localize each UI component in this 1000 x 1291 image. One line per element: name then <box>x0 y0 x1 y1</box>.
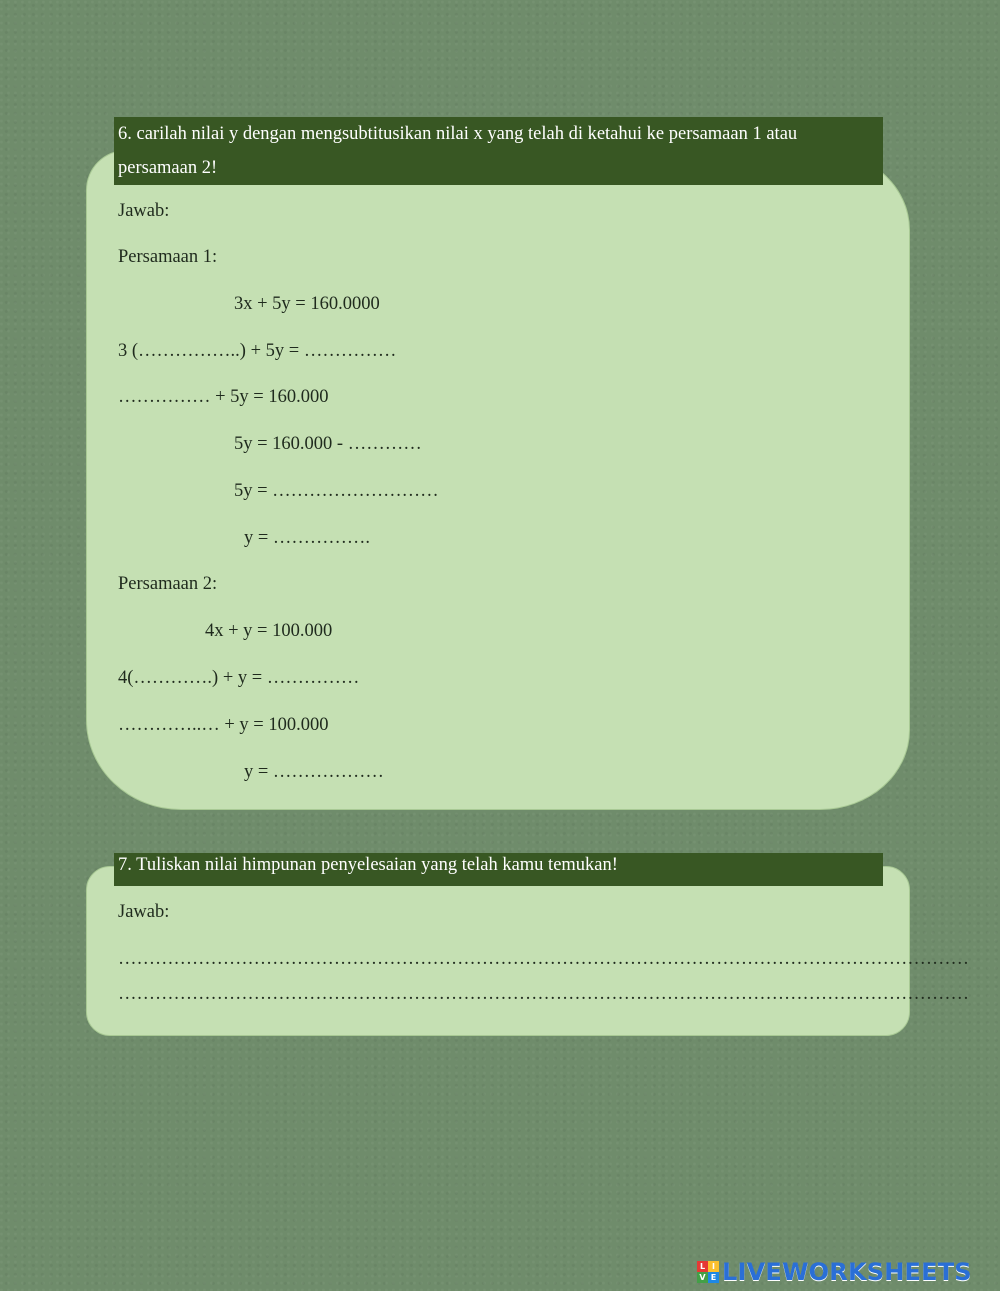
logo-icon-letter: I <box>708 1261 719 1272</box>
equation-2-substitution[interactable]: 4(………….) + y = …………… <box>118 668 360 688</box>
equation-1-step[interactable]: 5y = ……………………… <box>234 481 439 501</box>
equation-1-step[interactable]: 5y = 160.000 - ………… <box>234 434 422 454</box>
equation-1-heading: Persamaan 1: <box>118 247 218 267</box>
equation-2-result[interactable]: y = ……………… <box>244 762 384 782</box>
equation-1-text: 3x + 5y = 160.0000 <box>234 294 380 314</box>
question-6-prompt-line1: 6. carilah nilai y dengan mengsubtitusikan nilai x yang telah di ketahui ke persamaan 1 atau <box>118 124 798 144</box>
equation-1-step[interactable]: …………… + 5y = 160.000 <box>118 387 329 407</box>
equation-1-result[interactable]: y = ……………. <box>244 528 371 548</box>
question-6-prompt <box>114 117 883 185</box>
answer-blank-line[interactable]: ………………………………………………………………………………………………………………………… <box>118 949 969 969</box>
answer-label: Jawab: <box>118 902 170 922</box>
logo-icon-letter: V <box>697 1272 708 1283</box>
logo-icon-letter: L <box>697 1261 708 1272</box>
question-7-prompt: 7. Tuliskan nilai himpunan penyelesaian yang telah kamu temukan! <box>114 853 883 886</box>
equation-1-substitution[interactable]: 3 (……………..) + 5y = …………… <box>118 341 397 361</box>
answer-label: Jawab: <box>118 201 170 221</box>
liveworksheets-logo <box>697 1258 972 1286</box>
answer-blank-line[interactable]: ………………………………………………………………………………………………………………………… <box>118 984 969 1004</box>
equation-2-step[interactable]: …………..… + y = 100.000 <box>118 715 329 735</box>
equation-2-text: 4x + y = 100.000 <box>205 621 333 641</box>
liveworksheets-logo-text: LIVEWORKSHEETS <box>722 1258 972 1286</box>
question-6-prompt-line2: persamaan 2! <box>118 158 218 178</box>
liveworksheets-logo-icon <box>697 1261 719 1283</box>
equation-2-heading: Persamaan 2: <box>118 574 218 594</box>
logo-icon-letter: E <box>708 1272 719 1283</box>
